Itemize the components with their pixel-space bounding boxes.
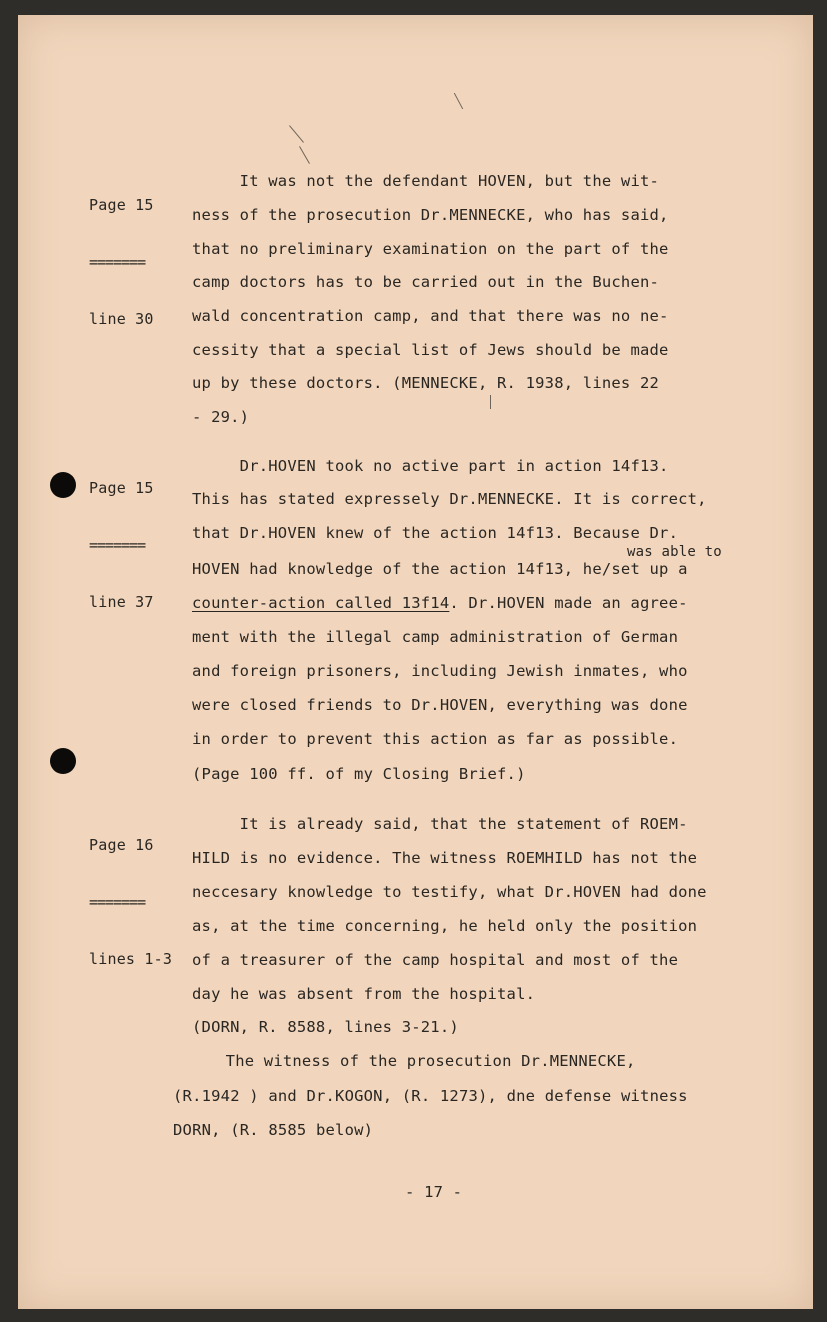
text-line: (Page 100 ff. of my Closing Brief.)	[192, 765, 526, 783]
margin-note	[89, 441, 154, 650]
underlined-phrase: counter-action called 13f14	[192, 594, 450, 612]
text-line: in order to prevent this action as far as possible.	[192, 730, 679, 748]
text-line: wald concentration camp, and that there was no ne-	[192, 307, 669, 325]
text-line: neccesary knowledge to testify, what Dr.HOVEN had done	[192, 883, 707, 901]
margin-line: line 37	[89, 593, 154, 611]
pencil-mark	[490, 395, 491, 409]
margin-line: line 30	[89, 310, 154, 328]
text-line: were closed friends to Dr.HOVEN, everything was done	[192, 696, 688, 714]
margin-line: lines 1-3	[89, 950, 173, 968]
margin-rule: =======	[89, 893, 146, 911]
page-number: - 17 -	[405, 1183, 463, 1201]
text-line: of a treasurer of the camp hospital and most of the	[192, 951, 679, 969]
text-line: camp doctors has to be carried out in the Buchen-	[192, 273, 660, 291]
text-line: cessity that a special list of Jews should be made	[192, 341, 669, 359]
pencil-mark	[299, 146, 310, 164]
margin-page: Page 15	[89, 479, 154, 497]
punch-hole	[50, 748, 76, 774]
text-line: day he was absent from the hospital.	[192, 985, 536, 1003]
text-line: ness of the prosecution Dr.MENNECKE, who has said,	[192, 206, 669, 224]
text-line: It was not the defendant HOVEN, but the wit-	[192, 172, 660, 190]
margin-note	[89, 158, 154, 367]
text-line: DORN, (R. 8585 below)	[173, 1121, 374, 1139]
margin-page: Page 16	[89, 836, 154, 854]
text-line: - 29.)	[192, 408, 250, 426]
text-line: that no preliminary examination on the part of the	[192, 240, 669, 258]
text-segment: . Dr.HOVEN made an agree-	[449, 594, 688, 612]
text-line: ment with the illegal camp administration of German	[192, 628, 679, 646]
punch-hole	[50, 472, 76, 498]
text-line: that Dr.HOVEN knew of the action 14f13. Because Dr.	[192, 524, 679, 542]
text-line	[192, 594, 688, 612]
text-line: HILD is no evidence. The witness ROEMHILD has not the	[192, 849, 698, 867]
text-line: as, at the time concerning, he held only the position	[192, 917, 698, 935]
text-line: HOVEN had knowledge of the action 14f13, he/set up a	[192, 560, 688, 578]
margin-page: Page 15	[89, 196, 154, 214]
margin-rule: =======	[89, 536, 146, 554]
handwritten-insert: was able to	[627, 544, 722, 560]
text-line: The witness of the prosecution Dr.MENNECKE,	[178, 1052, 636, 1070]
text-line: (R.1942 ) and Dr.KOGON, (R. 1273), dne defense witness	[173, 1087, 688, 1105]
document-page	[18, 15, 813, 1309]
text-line: Dr.HOVEN took no active part in action 14f13.	[192, 457, 669, 475]
margin-note	[89, 798, 172, 1007]
pencil-mark	[454, 93, 463, 109]
text-line: and foreign prisoners, including Jewish inmates, who	[192, 662, 688, 680]
margin-rule: =======	[89, 253, 146, 271]
text-line: This has stated expressely Dr.MENNECKE. It is correct,	[192, 490, 707, 508]
text-line: It is already said, that the statement of ROEM-	[192, 815, 688, 833]
text-line: (DORN, R. 8588, lines 3-21.)	[192, 1018, 459, 1036]
pencil-mark	[289, 125, 304, 142]
text-line: up by these doctors. (MENNECKE, R. 1938, lines 22	[192, 374, 660, 392]
